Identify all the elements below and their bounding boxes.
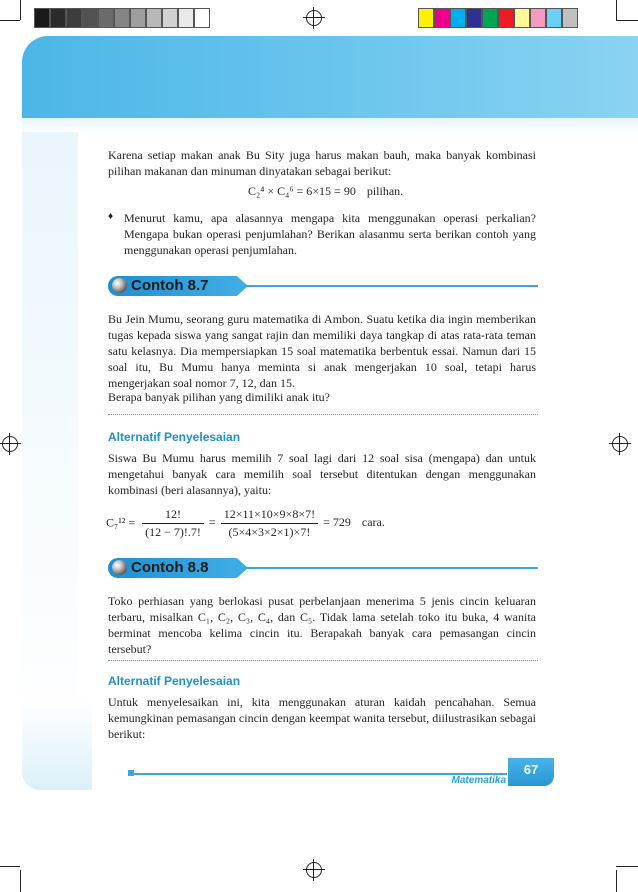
- registration-mark-icon: [612, 436, 628, 452]
- example-rule: [244, 567, 538, 569]
- crop-mark: [0, 866, 20, 867]
- example-problem: Toko perhiasan yang berlokasi pusat perbelanjaan menerima 5 jenis cincin keluaran terbaru, misalkan C₁, C₂, C₃, C₄, dan C₅. Tidak lama setelah toko itu buka, 4 wanita berminat mencoba kelima cincin itu. Berapakah banyak cara pemasangan cincin tersebut?: [108, 594, 536, 656]
- side-gradient-bottom: [22, 700, 92, 790]
- registration-mark-icon: [306, 862, 322, 878]
- crop-mark: [616, 0, 617, 20]
- crop-mark: [20, 0, 21, 20]
- color-swatch: [562, 8, 578, 28]
- gray-swatch: [66, 8, 82, 28]
- solution-heading: Alternatif Penyelesaian: [108, 430, 241, 444]
- example-rule: [244, 285, 538, 287]
- gray-swatch: [194, 8, 210, 28]
- footer-subject: Matematika: [451, 775, 506, 786]
- fraction-2-numerator: 12×11×10×9×8×7!: [221, 507, 318, 524]
- example-title: Contoh 8.7: [131, 277, 209, 294]
- dotted-divider: [108, 414, 538, 415]
- crop-mark: [616, 870, 617, 892]
- example-ball-icon: [112, 278, 127, 293]
- color-scale-bar: [418, 8, 578, 28]
- registration-mark-icon: [306, 10, 322, 26]
- gray-scale-bar: [34, 8, 210, 28]
- gray-swatch: [162, 8, 178, 28]
- fraction-1-denominator: (12 − 7)!.7!: [145, 525, 201, 539]
- diamond-bullet-icon: ♦: [108, 211, 114, 222]
- gray-swatch: [146, 8, 162, 28]
- fraction-2-denominator: (5×4×3×2×1)×7!: [228, 525, 311, 539]
- intro-text: Karena setiap makan anak Bu Sity juga harus makan bauh, maka banyak kombinasi pilihan makanan dan minuman dinyatakan sebagai berikut:: [108, 148, 536, 178]
- intro-bullet-text: Menurut kamu, apa alasannya mengapa kita menggunakan operasi perkalian? Mengapa bukan operasi penjumlahan? Berikan alasanmu serta berikan contoh yang menggunakan operasi penjumlahan.: [124, 211, 536, 257]
- color-swatch: [418, 8, 434, 28]
- crop-mark: [616, 20, 638, 21]
- solution-text: Siswa Bu Mumu harus memilih 7 soal lagi dari 12 soal sisa (mengapa) dan untuk mengetahui banyak cara memilih soal tersebut ditentukan dengan menggunakan kombinasi (beri alasannya), yaitu:: [108, 451, 536, 497]
- formula-result: = 729: [323, 515, 351, 530]
- combination-formula: [106, 507, 385, 540]
- example-ball-icon: [112, 560, 127, 575]
- registration-mark-icon: [2, 436, 18, 452]
- gray-swatch: [98, 8, 114, 28]
- gray-swatch: [82, 8, 98, 28]
- fraction-1-numerator: 12!: [142, 507, 204, 524]
- color-swatch: [450, 8, 466, 28]
- fraction-1: [142, 507, 204, 540]
- side-gradient: [22, 132, 78, 732]
- color-swatch: [482, 8, 498, 28]
- equals-sign: =: [208, 515, 216, 530]
- dotted-divider: [108, 660, 538, 661]
- color-swatch: [546, 8, 562, 28]
- intro-formula: [248, 184, 403, 199]
- crop-mark: [0, 20, 20, 21]
- crop-mark: [20, 870, 21, 892]
- color-swatch: [434, 8, 450, 28]
- example-title: Contoh 8.8: [131, 559, 209, 576]
- intro-formula-suffix: pilihan.: [366, 184, 404, 198]
- color-swatch: [498, 8, 514, 28]
- gray-swatch: [178, 8, 194, 28]
- gray-swatch: [114, 8, 130, 28]
- gray-swatch: [130, 8, 146, 28]
- intro-formula-expr: C₂⁴ × C₄⁶ = 6×15 = 90: [248, 184, 356, 198]
- solution-text: Untuk menyelesaikan ini, kita menggunakan aturan kaidah pencahahan. Semua kemungkinan pemasangan cincin dengan keempat wanita tersebut, diilustrasikan sebagai berikut:: [108, 695, 536, 741]
- color-swatch: [466, 8, 482, 28]
- gray-swatch: [34, 8, 50, 28]
- fraction-2: [221, 507, 318, 540]
- example-problem: Bu Jein Mumu, seorang guru matematika di Ambon. Suatu ketika dia ingin memberikan tugas kepada siswa yang sangat rajin dan memiliki daya tangkap di atas rata-rata teman satu kelasnya. Dia mempersiapkan 15 soal matematika berbentuk essai. Namun dari 15 soal itu, Bu Mumu hanya meminta si anak mengerjakan 10 soal, tetapi harus mengerjakan soal nomor 7, 12, dan 15.: [108, 312, 536, 390]
- formula-suffix: cara.: [361, 515, 385, 530]
- example-question: Berapa banyak pilihan yang dimiliki anak itu?: [108, 390, 330, 404]
- page-number: 67: [523, 762, 539, 777]
- color-swatch: [514, 8, 530, 28]
- formula-lhs: C₇¹² =: [106, 515, 136, 530]
- solution-heading: Alternatif Penyelesaian: [108, 674, 241, 688]
- color-swatch: [530, 8, 546, 28]
- header-band-fade: [22, 118, 638, 134]
- gray-swatch: [50, 8, 66, 28]
- crop-mark: [616, 866, 638, 867]
